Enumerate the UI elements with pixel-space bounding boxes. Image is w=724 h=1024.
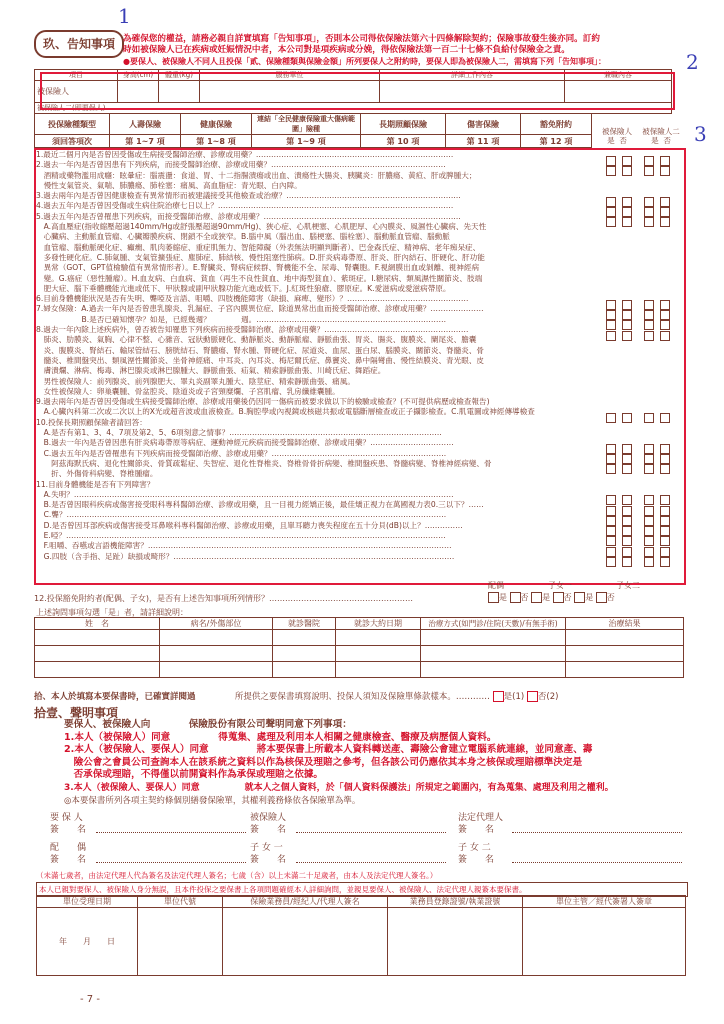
checkbox-row: [600, 274, 680, 284]
declaration-line-2c: 否承保或理賠，不得僅以前開資料作為承保或理賠之依據。: [64, 769, 324, 781]
type-label: 投保險種類型: [35, 114, 110, 135]
declaration-line-1: 1.本人（被保險人）同意 得蒐集、處理及利用本人相關之健康檢查、醫療及病歷個人資料。: [64, 731, 497, 743]
question-line: 1.最近二個月內是否曾因受傷或生病接受醫師治療、診療或用藥？……………………………………………………………………: [36, 150, 454, 159]
checkbox-row: [600, 304, 680, 314]
office-col-unit: 單位代號: [138, 896, 223, 908]
q12-text: 12.投保豁免附約者(配偶、子女)，是否有上述告知事項所列情形？………………………………………………: [34, 594, 413, 603]
spouse-sign-label: 配 偶 簽 名: [50, 843, 87, 865]
date-label: 年 月 日: [59, 937, 115, 946]
item11-title: 拾壹、聲明事項: [34, 706, 119, 720]
checkbox-row: [600, 191, 680, 201]
q-insured2-yes-checkbox[interactable]: [644, 166, 654, 176]
type-major-illness: 連結「全民健康保險重大傷病範圍」險種: [252, 114, 361, 135]
q12-child1-no[interactable]: [553, 592, 564, 603]
question-line: 7.婦女保險：A.過去一年內是否曾患乳腺炎、乳漏症、子宮內膜異位症、除道異常出血而接受醫師治療、診療或用藥？…………………: [36, 304, 484, 314]
items-health: 第 1~8 項: [181, 135, 252, 148]
question-line: 10.投保長期照顧保險者請回答：: [36, 417, 147, 427]
q12-child1-label: 子女一: [548, 581, 572, 590]
legal-rep-sign-label: 法定代理人 簽 名: [458, 813, 504, 835]
confirm-note: 本人已親對要保人、被保險人身分無誤，且本件投保之要保書上各項問題確經本人詳細詢問，並親見要保人、被保險人、法定代理人親簽本要保書。: [36, 882, 688, 897]
detail-col-disease: 病名/外傷部位: [160, 618, 273, 630]
checkbox-row: [600, 377, 680, 387]
row-insured: 被保險人: [35, 81, 118, 103]
hand-mark-1: 1: [118, 4, 131, 28]
type-waiver: 豁免附約: [521, 114, 592, 135]
office-col-license: 業務員登錄證號/執業證號: [388, 896, 523, 908]
detail-table: [34, 617, 684, 678]
checkbox-row: [600, 201, 680, 211]
checkbox-row: [600, 232, 680, 242]
office-supervisor-cell[interactable]: [523, 908, 686, 976]
office-use-table: [36, 895, 686, 976]
yes-label: 是: [585, 593, 594, 602]
detail-cell[interactable]: [273, 630, 336, 646]
q-insured2-yes-checkbox[interactable]: [644, 464, 654, 474]
question-line: 阿茲海默氏病、退化性關節炎、骨質疏鬆症、失智症、退化性脊椎炎、脊椎骨骨折病變、椎間盤疾患、脊髓病變、脊椎神經病變、骨: [36, 458, 492, 468]
office-agent-cell[interactable]: [223, 908, 388, 976]
question-line: 異常（GOT、GPT值檢驗值有異常情形者）。E.腎臟炎、腎病症候群、腎機能不全、尿毒、腎囊胞。F.視網膜出血或剝離、視神經病: [36, 263, 480, 273]
proposer-sign-line[interactable]: [96, 832, 246, 833]
checkbox-row: [600, 490, 680, 500]
col-item: 項目: [35, 70, 118, 81]
no-label: 否: [563, 593, 572, 602]
checkbox-row: [600, 541, 680, 551]
question-line: 女性被保險人：卵巢囊腫、骨盆腔炎、陰道炎或子宮頸糜爛、子宮肌瘤、乳房纖維囊腫。: [36, 386, 340, 396]
detail-cell[interactable]: [160, 630, 273, 646]
insured-sign-label: 被保險人 簽 名: [250, 813, 287, 835]
question-line: C.聾？……………………………………………………………………………………………………………………………………: [36, 510, 447, 520]
yes-label: 是: [542, 593, 551, 602]
notice-text: [123, 34, 683, 67]
detail-col-result: 治療結果: [566, 618, 684, 630]
office-col-agent: 保險業務員/經紀人/代理人簽名: [223, 896, 388, 908]
yes-label: 是: [651, 136, 659, 145]
checkbox-row: [600, 480, 680, 490]
yes-label: 是: [607, 136, 615, 145]
insured-col-label: 被保險人: [602, 127, 632, 136]
question-line: 9.過去兩年內是否曾因受傷或生病接受醫師治療、診療或用藥後仍因同一傷病而被要求做以下的檢驗或檢查？(不可提供病歷或檢查報告): [36, 397, 490, 407]
question-line: C.過去五年內是否曾罹患有下列疾病而接受醫師治療、診療或用藥？……………………………………………………………: [36, 448, 447, 458]
question-line: 折、外傷骨科病變、脊椎腫瘤。: [36, 469, 158, 479]
q12-child2-label: 子女二: [616, 581, 640, 590]
question-line: F.咀嚼、吞嚥或言語機能障害？…………………………………………………………………………………………………………: [36, 541, 452, 551]
question-line: 膚潰爛、淋病、梅毒、淋巴腺炎或淋巴腺腫大、靜脈曲張、疝氣、精索靜脈曲張、川崎氏症、舞蹈症。: [36, 366, 386, 376]
question-line: 多發性硬化症。C.肺氣腫、支氣管擴張症、塵肺症、肺結核、慢性阻塞性肺病。D.肝炎病毒帶原、肝炎、肝內結石、肝硬化、肝功能: [36, 252, 485, 262]
q12-spouse-yes[interactable]: [488, 592, 499, 603]
col-weight: 體重(kg): [159, 70, 200, 81]
no-label: 否: [663, 136, 671, 145]
item10-row: [34, 690, 558, 702]
question-line: 4.過去五年內是否曾因受傷或生病住院治療七日以上？…………………………………………………………………………………: [36, 201, 454, 211]
q-insured-yes-checkbox[interactable]: [606, 331, 616, 341]
detail-cell[interactable]: [336, 646, 421, 662]
checkbox-row: [600, 510, 680, 520]
declaration-block: [64, 719, 704, 807]
detail-cell[interactable]: [273, 662, 336, 678]
question-line: D.是否曾因耳部疾病或傷害接受耳鼻喉科專科醫師治療、診療或用藥，且單耳聽力喪失程度在五十分貝(dB)以上？……………: [36, 520, 463, 530]
spouse-sign-line[interactable]: [96, 862, 246, 863]
question-line: A.心臟內科第二次或二次以上的X光或超音波或血液檢查。B.胸腔學或內視鏡或核磁共振或電腦斷層檢查或正子攝影檢查。C.肌電圖或神經傳導檢查: [36, 407, 535, 417]
notice-line-2: 時如被保險人已在疾病或妊娠情況中者，本公司對是項疾病或分娩，得依保險法第一百二十七條不負給付保險金之責。: [123, 45, 570, 55]
question-line: B.過去一年內是否曾因患有肝炎病毒帶原等病症、運動神經元疾病而接受醫師治療、診療或用藥？……………………………: [36, 438, 454, 448]
detail-cell[interactable]: [566, 630, 684, 646]
detail-col-name: 姓 名: [35, 618, 160, 630]
checkbox-row: [600, 449, 680, 459]
question-line: 髓炎、椎間盤突出、類風溼性關節炎、坐骨神經痛、中耳炎、內耳炎、梅尼爾氏症、鼻竇炎、鼻中隔彎曲、慢性結膜炎、青光眼、皮: [36, 355, 485, 365]
checkbox-row: [600, 253, 680, 263]
items-major: 第 1~9 項: [252, 135, 361, 148]
no-label: 否: [619, 136, 627, 145]
detail-cell[interactable]: [160, 646, 273, 662]
checkbox-row: [600, 500, 680, 510]
col-height: 身高(cm): [118, 70, 159, 81]
declaration-line-2b: 險公會之會員公司查詢本人在該系統之資料以作為核保及理賠之參考，但各該公司仍應依其本身之核保或理賠標準決定是: [64, 756, 583, 768]
checkbox-row: [600, 438, 680, 448]
q-insured2-no-checkbox[interactable]: [660, 413, 670, 423]
insured-sign-line[interactable]: [296, 832, 446, 833]
q12-spouse-no[interactable]: [510, 592, 521, 603]
q-insured-no-checkbox[interactable]: [622, 217, 632, 227]
row-insured-2: 被保險人二(即要保人): [35, 103, 672, 114]
question-line: 肺炎、肋膜炎、氣胸、心律不整、心雜音、冠狀動脈硬化、動靜脈炎、動靜脈瘤、靜脈曲張、胃炎、腸炎、腹膜炎、闌尾炎、膽囊: [36, 335, 477, 345]
detail-cell[interactable]: [35, 646, 160, 662]
question-line: E.啞？……………………………………………………………………………………………………………………………………: [36, 530, 446, 540]
question-line: B.是否已確知懷孕？如是，已經幾週？ 週。…………………………………………………………………: [36, 314, 447, 324]
office-unit-cell[interactable]: [138, 908, 223, 976]
insured2-col-label: 被保險人二: [642, 127, 680, 136]
checkbox-row: [600, 459, 680, 469]
checkbox-row: [600, 531, 680, 541]
q-insured-yes-checkbox[interactable]: [606, 413, 616, 423]
question-line: 5.過去五年內是否曾罹患下列疾病，而接受醫師治療、診療或用藥？……………………………………………………………………: [36, 211, 461, 221]
insured-col-header: [596, 127, 638, 145]
q-insured2-yes-checkbox[interactable]: [644, 331, 654, 341]
item10-no-checkbox[interactable]: [527, 691, 538, 702]
question-line: 6.目前身體機能狀況是否有失明、聾啞及言語、咀嚼、四肢機能障害（缺損、麻痺、變形）？…………………………………………: [36, 294, 469, 304]
q-insured-no-checkbox[interactable]: [622, 331, 632, 341]
type-injury: 傷害保險: [446, 114, 521, 135]
q-insured-no-checkbox[interactable]: [622, 413, 632, 423]
question-line: 酒精或藥物濫用成癮：眩暈症：腦震盪：食道、胃、十二指腸潰瘍或出血、潰瘍性大腸炎、胰臟炎：肝膿瘍、黃疸、肝或脾腫大；: [36, 170, 477, 180]
insured2-col-header: [638, 127, 684, 145]
type-life: 人壽保險: [110, 114, 181, 135]
checkbox-row: [600, 521, 680, 531]
checkbox-row: [600, 387, 680, 397]
q-insured-no-checkbox[interactable]: [622, 464, 632, 474]
detail-col-treatment: 治療方式(如門診/住院(天數)/有無手術): [421, 618, 566, 630]
legal-rep-sign-line[interactable]: [512, 832, 682, 833]
q12-child2-no[interactable]: [596, 592, 607, 603]
detail-cell[interactable]: [273, 646, 336, 662]
proposer-sign-label: 要 保 人 簽 名: [50, 813, 87, 835]
detail-cell[interactable]: [35, 630, 160, 646]
checkbox-row: [600, 212, 680, 222]
q-insured-yes-checkbox[interactable]: [606, 464, 616, 474]
checkbox-row: [600, 263, 680, 273]
checkbox-row: [600, 552, 680, 562]
office-col-date: 單位受理日期: [37, 896, 138, 908]
checkbox-row: [600, 150, 680, 160]
minor-note: （未滿七歲者，由法定代理人代為簽名及法定代理人簽名；七歲（含）以上未滿二十足歲者，由本人及法定代理人簽名。）: [36, 871, 438, 880]
item10-no-label: 否(2): [537, 692, 559, 702]
items-waiver: 第 12 項: [521, 135, 592, 148]
notice-line-1: 為確保您的權益，請務必親自詳實填寫「告知事項」，否則本公司得依保險法第六十四條解除契約；保險事故發生後亦同。訂約: [123, 34, 600, 44]
q12-spouse-label: 配偶: [488, 581, 504, 590]
child2-sign-line[interactable]: [512, 862, 682, 863]
q-insured2-no-checkbox[interactable]: [660, 331, 670, 341]
question-line: 心臟病、主動脈血管瘤、心臟瓣膜疾病、閉鎖不全或狹窄。B.腦中風（腦出血、腦梗塞、腦栓塞）、腦動脈血管瘤、腦動脈: [36, 232, 450, 242]
q-insured2-yes-checkbox[interactable]: [644, 557, 654, 567]
declaration-line-3: 3.本人（被保險人、要保人）同意 就本人之個人資料，於「個人資料保護法」所規定之範圍內，有為蒐集、處理及利用之權利。: [64, 782, 614, 793]
checkbox-row: [600, 294, 680, 304]
declaration-intro: 要保人、被保險人向 保險股份有限公司聲明同意下列事項：: [64, 719, 352, 730]
q-insured2-no-checkbox[interactable]: [660, 166, 670, 176]
checkbox-row: [600, 325, 680, 335]
checkbox-row: [600, 356, 680, 366]
office-license-cell[interactable]: [388, 908, 523, 976]
detail-cell[interactable]: [566, 662, 684, 678]
notice-line-3: ●要保人、被保險人不同人且投保「貳、保險種類與保險金額」所列要保人之附約時，要保人即為被保險人二，需填寫下列「告知事項」：: [123, 57, 606, 66]
items-ltc: 第 10 項: [361, 135, 446, 148]
q-insured2-yes-checkbox[interactable]: [644, 413, 654, 423]
q-insured-yes-checkbox[interactable]: [606, 217, 616, 227]
child1-sign-line[interactable]: [296, 862, 446, 863]
office-col-supervisor: 單位主管／經代簽署人簽章: [523, 896, 686, 908]
question-line: 炎、腹膜炎、腎結石、輸尿管結石、膀胱結石、腎膿瘍、腎水腫、腎硬化症、尿道炎、血尿、蛋白尿、腦膜炎、關節炎、脊髓炎、骨: [36, 345, 485, 355]
col-job-detail: 詳細工作內容: [380, 70, 565, 81]
question-line: 慢性支氣管炎、氣喘、肺膿瘍、肺栓塞：痛風、高血脂症：青光眼、白內障。: [36, 180, 302, 190]
q-insured-yes-checkbox[interactable]: [606, 166, 616, 176]
q-insured2-no-checkbox[interactable]: [660, 557, 670, 567]
declaration-line-2a: 2.本人（被保險人、要保人）同意 將本要保書上所載本人資料轉送產、壽險公會建立電腦系統連線，並同意產、壽: [64, 744, 593, 756]
q-insured2-yes-checkbox[interactable]: [644, 217, 654, 227]
checkbox-row: [600, 243, 680, 253]
items-life: 第 1~7 項: [110, 135, 181, 148]
checkbox-row: [600, 397, 680, 407]
q-insured2-no-checkbox[interactable]: [660, 464, 670, 474]
item10-text: 所提供之要保書填寫說明、投保人須知及保險單條款樣本。…………: [234, 692, 490, 702]
q12-child2-yes[interactable]: [574, 592, 585, 603]
insurance-type-table: [34, 113, 592, 148]
q-insured-yes-checkbox[interactable]: [606, 557, 616, 567]
hand-mark-2: 2: [686, 50, 699, 74]
q-insured-no-checkbox[interactable]: [622, 166, 632, 176]
col-employer: 服務單位: [200, 70, 380, 81]
detail-cell[interactable]: [160, 662, 273, 678]
detail-caption: 上述詢問事項勾選「是」者，請詳細說明：: [36, 608, 188, 617]
office-date-cell[interactable]: [37, 908, 138, 976]
type-health: 健康保險: [181, 114, 252, 135]
question-line: G.四肢（含手指、足趾）缺損或畸形？…………………………………………………………………………………………………: [36, 551, 455, 561]
item10-label: 拾、本人於填寫本要保書時，已確實詳閱過: [34, 692, 196, 702]
question-list: [36, 150, 596, 562]
section-title: 玖、告知事項: [34, 30, 124, 58]
question-line: 肥大症、腦下垂體機能亢進或低下、甲狀腺或副甲狀腺功能亢進或低下。J.紅斑性狼瘡、膠原症。K.愛滋病或愛滋病帶原。: [36, 283, 451, 293]
detail-cell[interactable]: [35, 662, 160, 678]
child2-sign-label: 子 女 二 簽 名: [458, 843, 495, 865]
checkbox-row: [600, 315, 680, 325]
detail-cell[interactable]: [421, 630, 566, 646]
yes-label: 是: [499, 593, 507, 602]
detail-cell[interactable]: [566, 646, 684, 662]
checkbox-row: [600, 181, 680, 191]
question-line: A.是否有第1、3、4、7項及第2、5、6項刻意之情事？…………………………………………………………………………: [36, 428, 442, 438]
question-line: 變。G.癌症（惡性腫瘤）。H.血友病、白血病、貧血（再生不良性貧血、地中海型貧血）、紫斑症。I.糖尿病、類風濕性關節炎、肢端: [36, 273, 483, 283]
hand-mark-3: 3: [694, 122, 707, 146]
items-injury: 第 11 項: [446, 135, 521, 148]
checkbox-row: [600, 366, 680, 376]
question-line: 2.過去一年內是否曾因患有下列疾病，而接受醫師治療、診療或用藥？……………………………………………………………: [36, 160, 446, 170]
question-line: 8.過去一年內除上述疾病外，曾否被告知罹患下列疾病而接受醫師治療、診療或用藥？…………………………………………………: [36, 325, 469, 335]
detail-col-date: 就診大約日期: [336, 618, 421, 630]
question-line: 血管瘤、腦動脈硬化症、癲癇、肌肉萎縮症、重症肌無力、智能障礙（外表無法明顯判斷者）、巴金森氏症、精神病、老年痴呆症、: [36, 242, 481, 252]
q-insured2-no-checkbox[interactable]: [660, 217, 670, 227]
q12-checkboxes: [488, 592, 615, 603]
checkbox-row: [600, 284, 680, 294]
detail-cell[interactable]: [421, 662, 566, 678]
type-ltc: 長期照顧保險: [361, 114, 446, 135]
checkbox-row: [600, 160, 680, 170]
q12-child1-yes[interactable]: [531, 592, 542, 603]
no-label: 否: [520, 593, 529, 602]
item10-yes-label: 是(1): [503, 692, 525, 702]
checkbox-column: [600, 150, 680, 562]
col-part-time: 兼職內容: [565, 70, 672, 81]
detail-cell[interactable]: [336, 630, 421, 646]
q-insured-no-checkbox[interactable]: [622, 557, 632, 567]
detail-cell[interactable]: [421, 646, 566, 662]
checkbox-row: [600, 407, 680, 417]
checkbox-row: [600, 346, 680, 356]
page-number: - 7 -: [80, 994, 100, 1005]
signature-area: [50, 812, 690, 872]
no-label: 否: [606, 593, 615, 602]
question-line: 男性被保險人：前列腺炎、前列腺肥大、睪丸炎副睪丸腫大、陰莖症、精索靜脈曲張、痛風。: [36, 376, 355, 386]
declaration-note: ◎本要保書所列各項主契約條個別繕發保險單，其權利義務條依各保險單為準。: [64, 795, 361, 806]
item10-yes-checkbox[interactable]: [493, 691, 504, 702]
question-line: B.是否曾因眼科疾病或傷害接受眼科專科醫師治療、診療或用藥，且一目視力經矯正後，最佳矯正視力在萬國視力表0.三以下？……: [36, 500, 484, 510]
detail-col-hospital: 就診醫院: [273, 618, 336, 630]
question-line: A.高血壓症(指收縮壓超過140mm/Hg或舒張壓超過90mm/Hg)、狹心症、心肌梗塞、心肌肥厚、心內膜炎、風濕性心臟病、先天性: [36, 222, 487, 232]
child1-sign-label: 子 女 一 簽 名: [250, 843, 287, 865]
annotation-box-2: [40, 72, 675, 110]
items-label: 須回答項次: [35, 135, 110, 148]
detail-cell[interactable]: [336, 662, 421, 678]
question-line: 3.過去兩年內是否曾因健康檢查有異常情形而被建議接受其他檢查或治療？……………………………………………………………: [36, 191, 461, 201]
checkbox-row: [600, 428, 680, 438]
question-line: 11.目前身體機能是否有下列障害？: [36, 479, 155, 489]
question-line: A.失明？……………………………………………………………………………………………………………………………………: [36, 489, 454, 499]
